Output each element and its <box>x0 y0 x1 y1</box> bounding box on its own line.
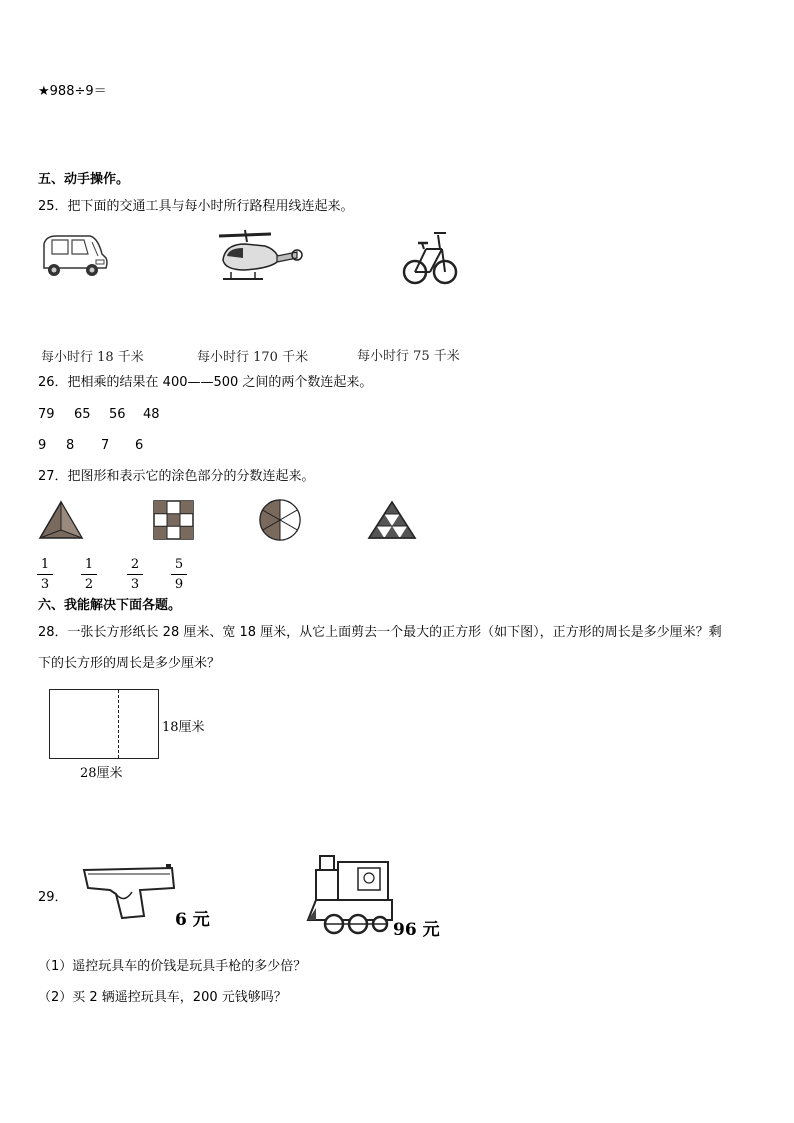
fraction-numerator: 2 <box>130 557 140 572</box>
train-price: 96 元 <box>393 920 440 940</box>
triangle-shape <box>38 500 84 544</box>
bicycle-icon <box>402 225 458 293</box>
fraction-denominator: 3 <box>130 577 140 592</box>
number-6: 6 <box>135 438 144 453</box>
length-label: 28厘米 <box>80 766 123 781</box>
number-48: 48 <box>143 407 160 422</box>
q29-sub1: （1）遥控玩具车的价钱是玩具手枪的多少倍？ <box>38 959 307 974</box>
fraction-numerator: 1 <box>40 557 50 572</box>
section5-heading: 五、动手操作。 <box>38 172 130 187</box>
q25-text: 25．把下面的交通工具与每小时所行路程用线连起来。 <box>38 199 354 214</box>
speed-label-18: 每小时行 18 千米 <box>41 350 144 365</box>
number-65: 65 <box>74 407 91 422</box>
rectangle-diagram <box>49 689 159 759</box>
fraction-1-3 <box>37 557 53 592</box>
speed-label-170: 每小时行 170 千米 <box>197 350 309 365</box>
number-9: 9 <box>38 438 47 453</box>
checker-square-shape <box>153 500 195 544</box>
square-cut-line <box>118 690 119 758</box>
q27-text: 27．把图形和表示它的涂色部分的分数连起来。 <box>38 469 315 484</box>
q29-number: 29． <box>38 890 68 905</box>
fraction-5-9 <box>171 557 187 592</box>
helicopter-icon <box>215 226 305 292</box>
fraction-2-3 <box>127 557 143 592</box>
fraction-1-2 <box>81 557 97 592</box>
number-8: 8 <box>66 438 75 453</box>
number-7: 7 <box>101 438 110 453</box>
problem-expression: ★988÷9＝ <box>38 84 107 99</box>
q29-sub2: （2）买 2 辆遥控玩具车，200 元钱够吗？ <box>38 990 287 1005</box>
q28-text-line2: 下的长方形的周长是多少厘米？ <box>38 656 221 671</box>
speed-label-75: 每小时行 75 千米 <box>357 349 460 364</box>
toy-gun-icon <box>80 860 176 924</box>
width-label: 18厘米 <box>162 720 205 735</box>
fraction-denominator: 3 <box>40 577 50 592</box>
fraction-numerator: 1 <box>84 557 94 572</box>
pie-circle-shape <box>257 498 303 546</box>
car-icon <box>38 230 110 286</box>
gun-price: 6 元 <box>175 910 210 930</box>
section6-heading: 六、我能解决下面各题。 <box>38 598 182 613</box>
q28-text-line1: 28．一张长方形纸长 28 厘米、宽 18 厘米，从它上面剪去一个最大的正方形（如下图），正方形的周长是多少厘米？剩 <box>38 625 722 640</box>
fraction-denominator: 2 <box>84 577 94 592</box>
triangle-grid-shape <box>367 500 417 544</box>
q26-text: 26．把相乘的结果在 400——500 之间的两个数连起来。 <box>38 375 373 390</box>
fraction-numerator: 5 <box>174 557 184 572</box>
number-56: 56 <box>109 407 126 422</box>
fraction-denominator: 9 <box>174 577 184 592</box>
number-79: 79 <box>38 407 55 422</box>
toy-train-icon <box>304 852 396 942</box>
